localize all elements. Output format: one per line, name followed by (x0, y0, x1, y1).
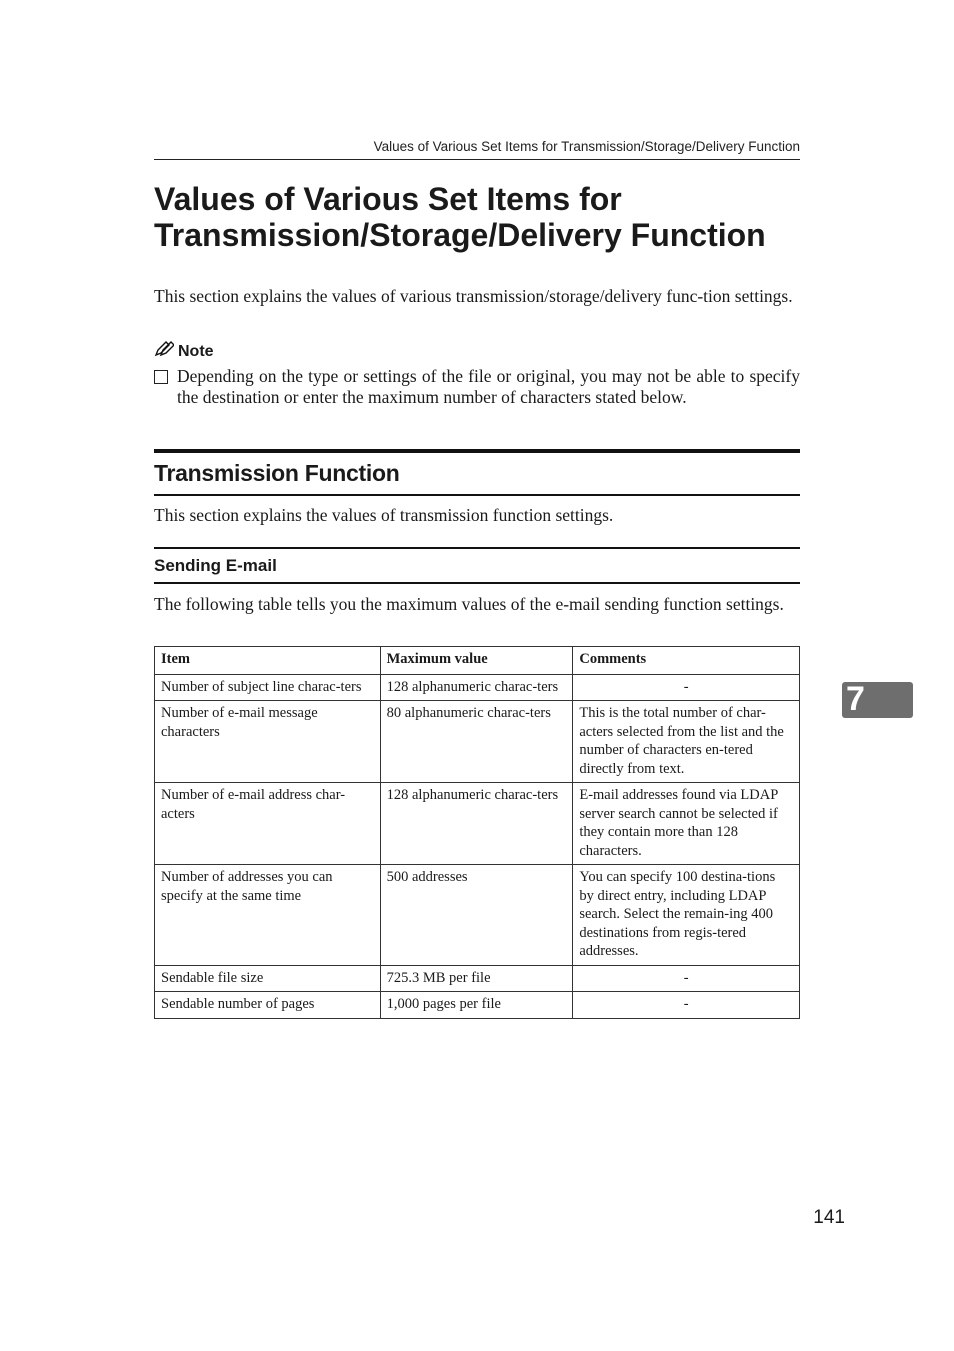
table-cell: You can specify 100 destina-tions by direct entry, including LDAP search. Select the remain-ing 400 destinations from regis-tered addresses. (573, 865, 800, 966)
table-intro: The following table tells you the maximum values of the e-mail sending function settings. (154, 594, 784, 614)
table-cell: 80 alphanumeric charac-ters (380, 701, 573, 783)
subsection-bottom-rule (154, 582, 800, 584)
table-cell: - (573, 674, 800, 701)
table-cell: 128 alphanumeric charac-ters (380, 674, 573, 701)
note-heading (154, 341, 214, 362)
running-header: Values of Various Set Items for Transmission/Storage/Delivery Function (373, 139, 800, 154)
table-cell: 725.3 MB per file (380, 965, 573, 992)
table-cell: Number of subject line charac-ters (155, 674, 381, 701)
table-header-row (155, 647, 800, 675)
table-cell: This is the total number of char-acters selected from the list and the number of characters en-tered directly from text. (573, 701, 800, 783)
table-cell: 500 addresses (380, 865, 573, 966)
chapter-number: 7 (846, 680, 865, 718)
table-row (155, 965, 800, 992)
section-title: Transmission Function (154, 460, 400, 486)
table-cell: Number of e-mail address char-acters (155, 783, 381, 865)
section-top-rule (154, 449, 800, 453)
subsection-title: Sending E-mail (154, 556, 277, 575)
header-rule (154, 159, 800, 160)
table-row (155, 701, 800, 783)
column-header-item: Item (155, 647, 381, 675)
chapter-tab (842, 682, 913, 718)
table-row (155, 783, 800, 865)
note-label: Note (178, 342, 214, 360)
subsection-top-rule (154, 547, 800, 549)
table-cell: - (573, 992, 800, 1019)
column-header-maximum-value: Maximum value (380, 647, 573, 675)
table-cell: Sendable number of pages (155, 992, 381, 1019)
table-row (155, 992, 800, 1019)
page-number: 141 (813, 1207, 845, 1228)
section-description: This section explains the values of transmission function settings. (154, 505, 614, 525)
table-cell: 128 alphanumeric charac-ters (380, 783, 573, 865)
table-row (155, 674, 800, 701)
table-cell: 1,000 pages per file (380, 992, 573, 1019)
column-header-comments: Comments (573, 647, 800, 675)
table-row (155, 865, 800, 966)
checkbox-icon (154, 370, 168, 384)
note-text: Depending on the type or settings of the file or original, you may not be able to specify the destination or enter the maximum number of characters stated below. (177, 366, 800, 407)
page-title: Values of Various Set Items for Transmission/Storage/Delivery Function (154, 181, 766, 253)
table-cell: E-mail addresses found via LDAP server search cannot be selected if they contain more than 128 characters. (573, 783, 800, 865)
intro-paragraph: This section explains the values of various transmission/storage/delivery func-tion settings. (154, 286, 793, 306)
note-item (154, 366, 800, 408)
pencil-icon (154, 341, 174, 362)
section-bottom-rule (154, 494, 800, 496)
table-cell: Sendable file size (155, 965, 381, 992)
table-cell: - (573, 965, 800, 992)
settings-table (154, 646, 800, 1019)
table-cell: Number of addresses you can specify at the same time (155, 865, 381, 966)
table-cell: Number of e-mail message characters (155, 701, 381, 783)
